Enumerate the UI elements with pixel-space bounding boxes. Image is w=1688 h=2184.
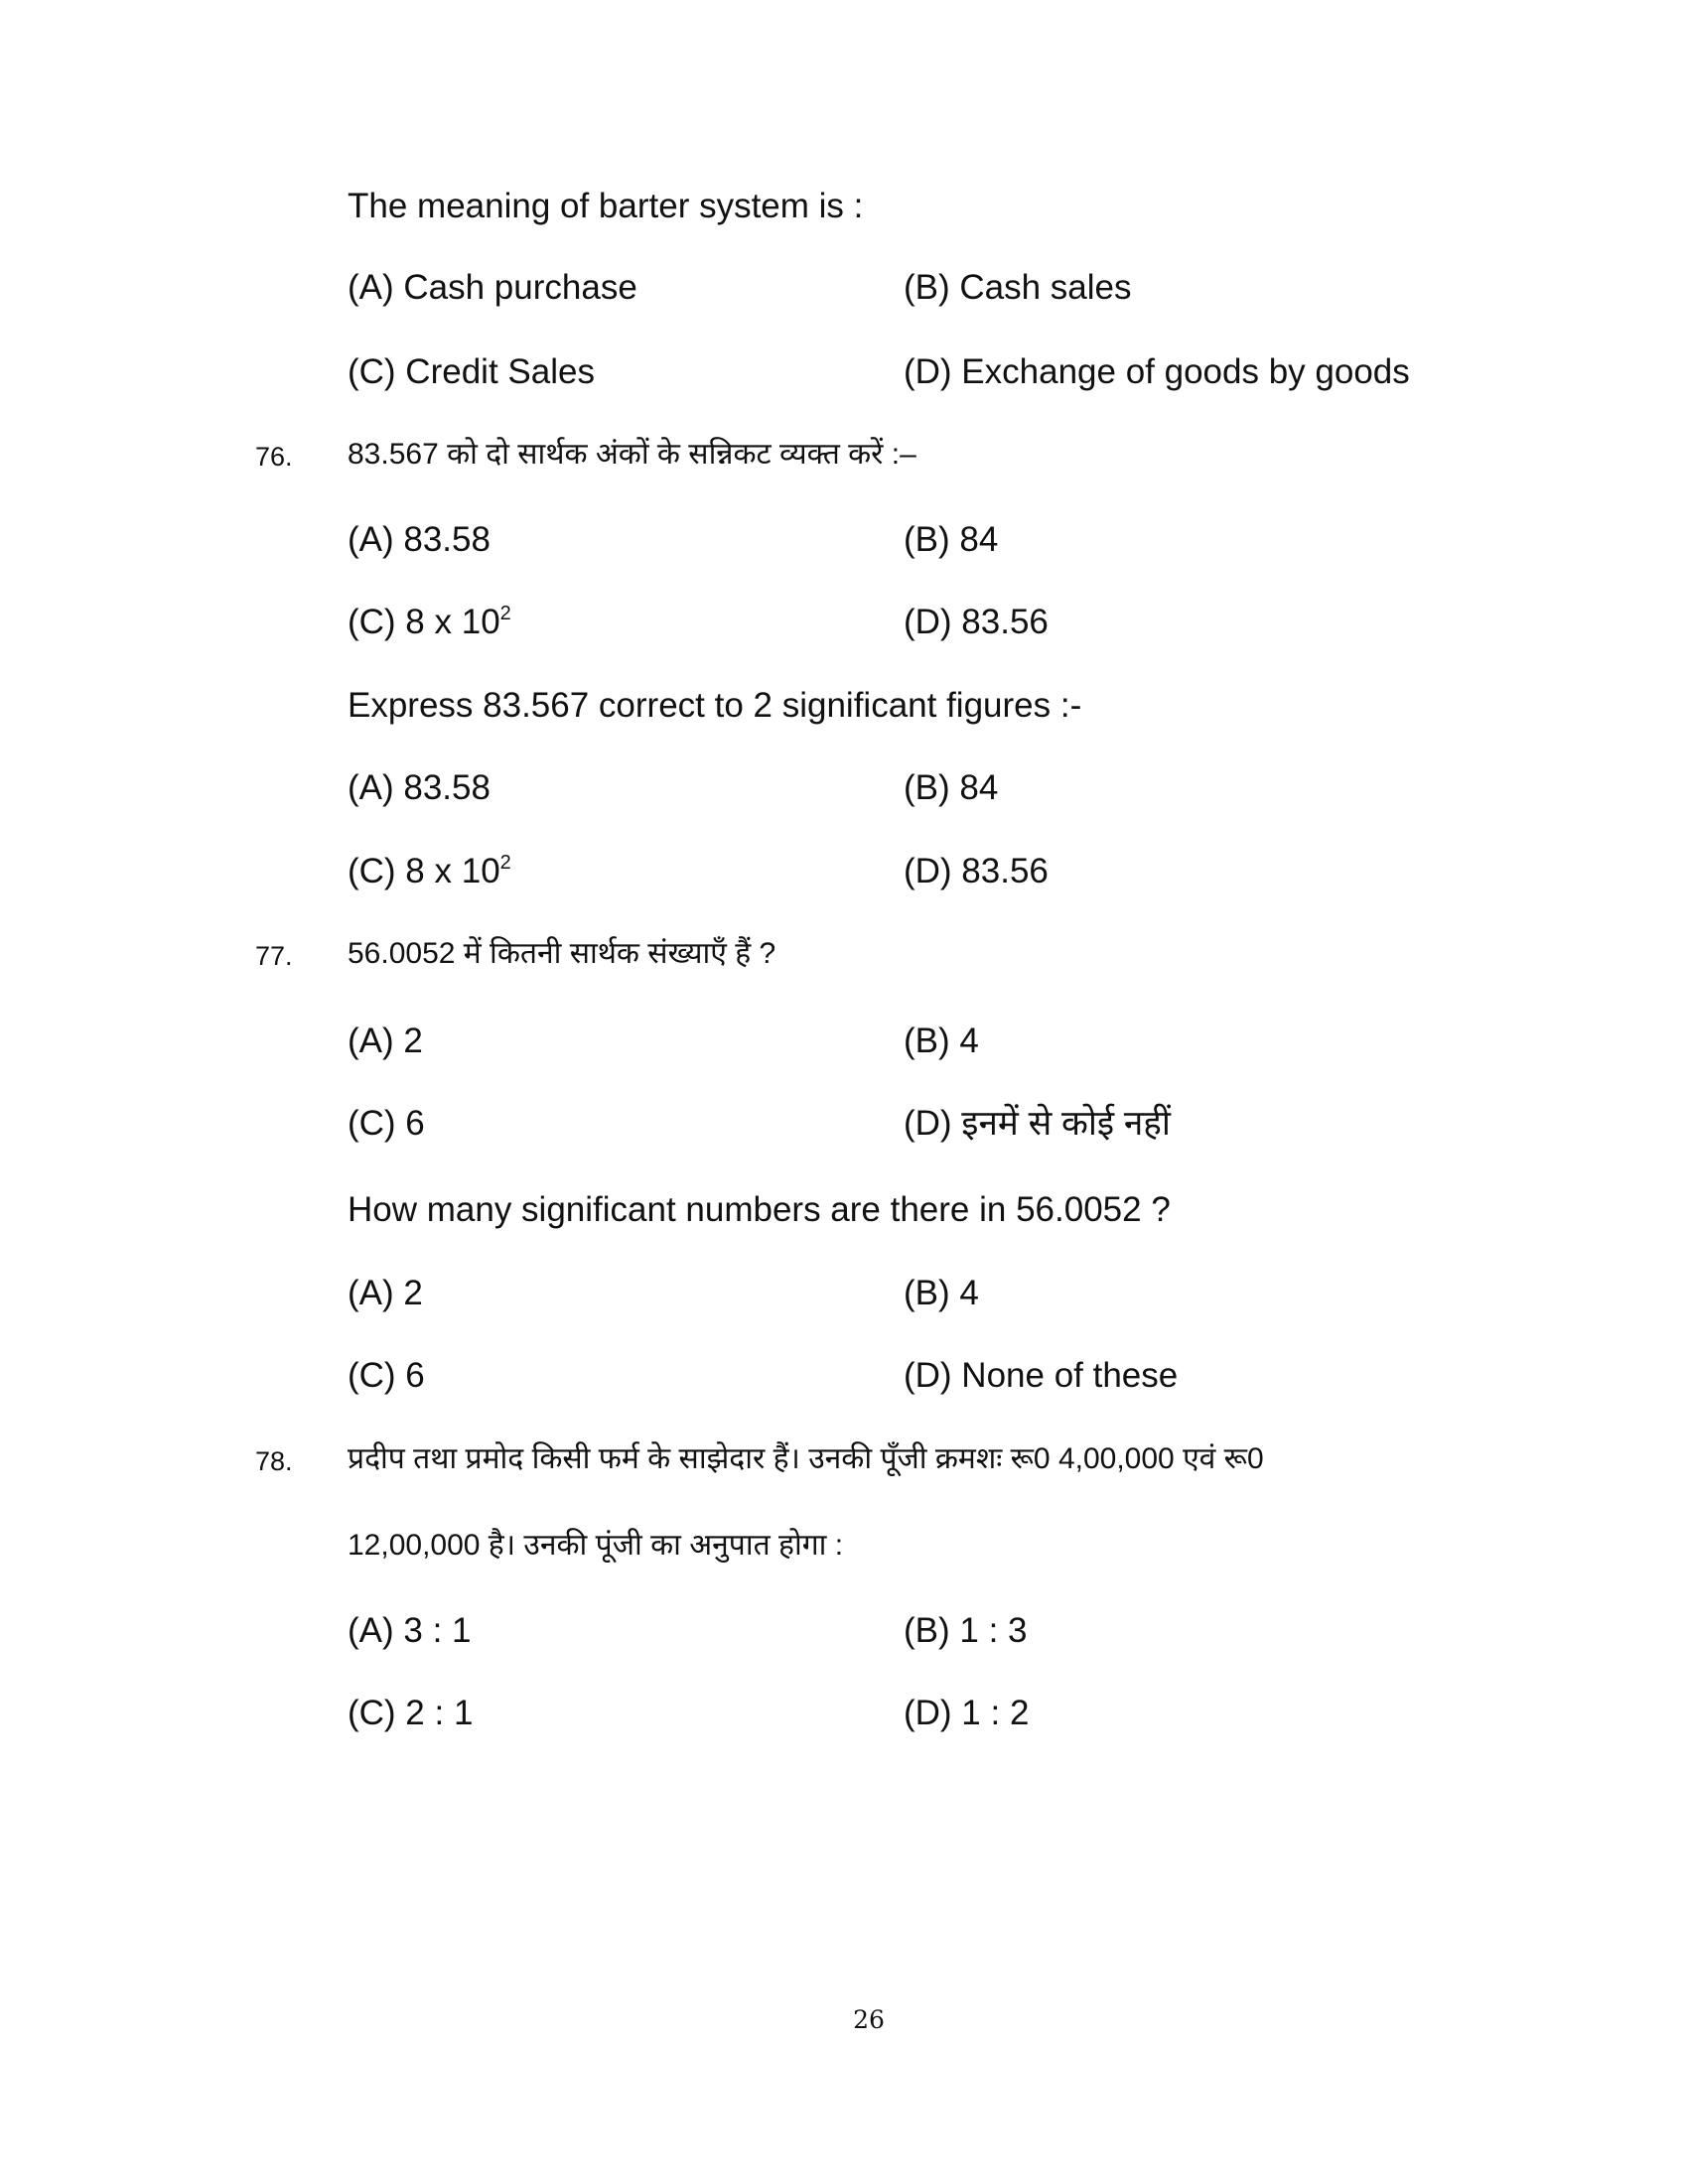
question-number-77: 77.	[255, 941, 293, 971]
option-c: (C) 8 x $10^2$	[348, 852, 511, 890]
option-a: (A) 2	[348, 1022, 423, 1060]
question-number-76: 76.	[255, 442, 293, 472]
option-c: (C) 6	[348, 1104, 425, 1143]
option-b: (B) 4	[904, 1274, 979, 1312]
option-c: (C) Credit Sales	[348, 352, 595, 391]
question-76-hi: 83.567 को दो सार्थक अंकों के सन्निकट व्यक्त करें :–	[348, 438, 916, 471]
option-c: (C) 2 : 1	[348, 1694, 474, 1732]
option-b: (B) 4	[904, 1022, 979, 1060]
page-number: 26	[853, 2005, 885, 2034]
option-d: (D) 1 : 2	[904, 1694, 1030, 1732]
option-a: (A) Cash purchase	[348, 268, 637, 307]
option-d: (D) 83.56	[904, 852, 1049, 890]
question-77-en: How many significant numbers are there in 56.0052 ?	[348, 1190, 1171, 1229]
option-b: (B) 84	[904, 520, 999, 559]
option-b: (B) Cash sales	[904, 268, 1132, 307]
option-a: (A) 83.58	[348, 768, 491, 807]
option-d: (D) 83.56	[904, 603, 1049, 641]
option-d: (D) Exchange of goods by goods	[904, 352, 1410, 391]
option-a: (A) 83.58	[348, 520, 491, 559]
question-75-en: The meaning of barter system is :	[348, 187, 864, 225]
option-a: (A) 2	[348, 1274, 423, 1312]
option-b: (B) 84	[904, 768, 999, 807]
question-78-line2: 12,00,000 है। उनकी पूंजी का अनुपात होगा :	[348, 1529, 844, 1562]
question-78-line1: प्रदीप तथा प्रमोद किसी फर्म के साझेदार हैं। उनकी पूँजी क्रमशः रू0 4,00,000 एवं रू0	[348, 1442, 1264, 1475]
option-a: (A) 3 : 1	[348, 1611, 472, 1650]
option-d: (D) None of these	[904, 1356, 1179, 1395]
option-d: (D) इनमें से कोई नहीं	[904, 1104, 1171, 1143]
question-number-78: 78.	[255, 1446, 293, 1476]
option-b: (B) 1 : 3	[904, 1611, 1028, 1650]
option-c: (C) 8 x $10^2$	[348, 603, 511, 641]
option-c: (C) 6	[348, 1356, 425, 1395]
question-77-hi: 56.0052 में कितनी सार्थक संख्याएँ हैं ?	[348, 937, 776, 970]
question-76-en: Express 83.567 correct to 2 significant figures :-	[348, 686, 1082, 725]
